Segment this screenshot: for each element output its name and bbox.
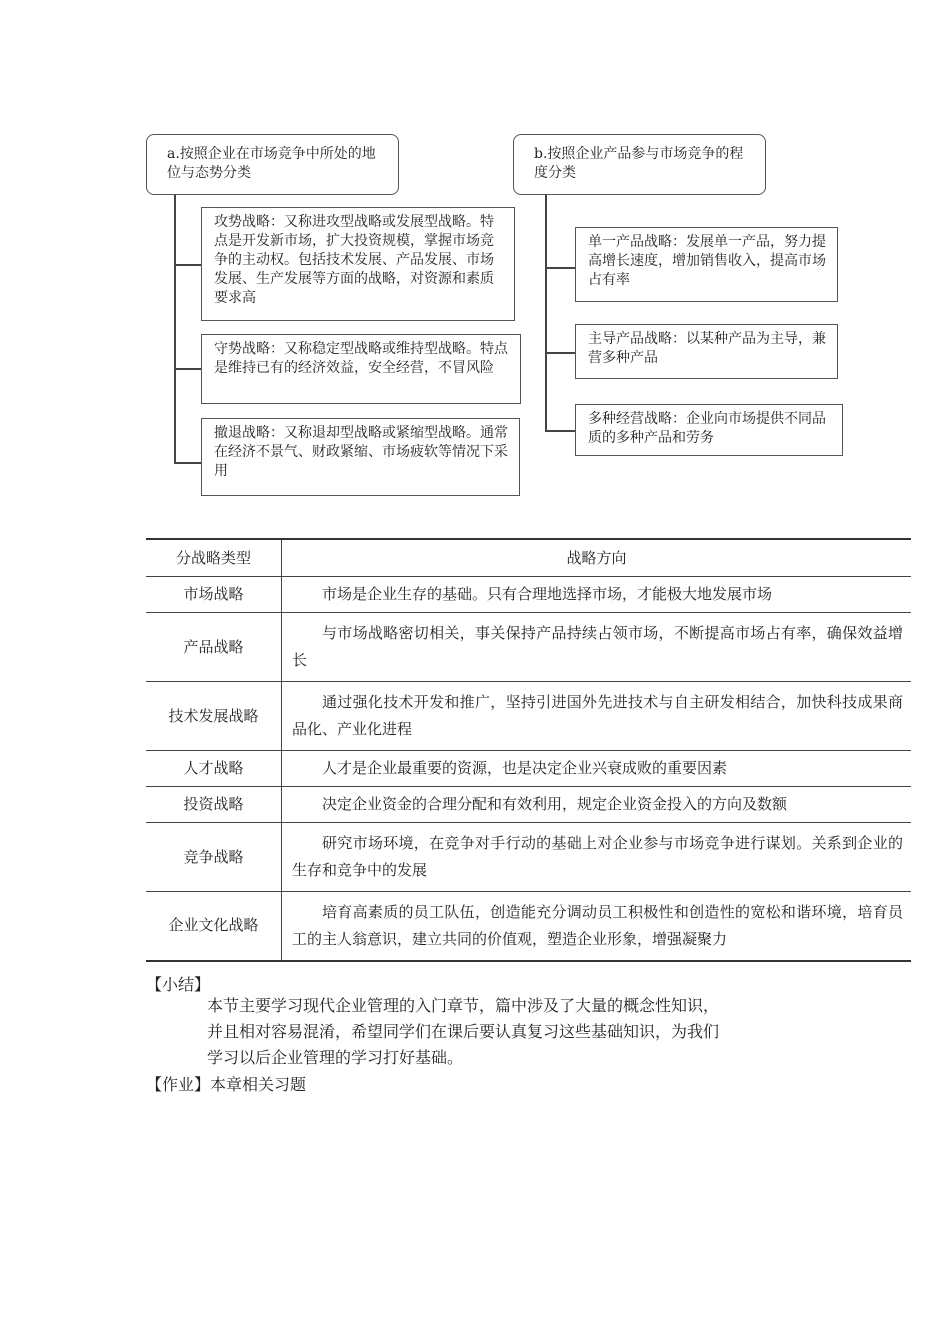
- right-item-leading-product: 主导产品战略：以某种产品为主导，兼营多种产品: [575, 324, 838, 379]
- row-type: 竞争战略: [146, 823, 282, 892]
- right-item-single-product: 单一产品战略：发展单一产品，努力提高增长速度，增加销售收入，提高市场占有率: [575, 227, 838, 302]
- table-row: [146, 787, 911, 823]
- right-branch-3: [545, 430, 575, 432]
- row-type: 人才战略: [146, 751, 282, 787]
- summary-heading: 【小结】: [146, 975, 211, 994]
- left-branch-3: [174, 462, 201, 464]
- strategy-table: [146, 538, 911, 962]
- row-type: 投资战略: [146, 787, 282, 823]
- row-type: 市场战略: [146, 577, 282, 613]
- header-type: 分战略类型: [146, 539, 282, 577]
- row-direction: 决定企业资金的合理分配和有效利用，规定企业资金投入的方向及数额: [282, 787, 912, 823]
- right-branch-1: [545, 267, 575, 269]
- table-row: [146, 892, 911, 961]
- row-type: 产品战略: [146, 613, 282, 682]
- row-type: 企业文化战略: [146, 892, 282, 961]
- row-direction: 研究市场环境，在竞争对手行动的基础上对企业参与市场竞争进行谋划。关系到企业的生存和竞争中的发展: [282, 823, 912, 892]
- table-row: [146, 823, 911, 892]
- summary-line: 学习以后企业管理的学习打好基础。: [207, 1048, 464, 1067]
- table-row: [146, 682, 911, 751]
- header-direction: 战略方向: [282, 539, 912, 577]
- summary-line: 并且相对容易混淆，希望同学们在课后要认真复习这些基础知识，为我们: [207, 1022, 720, 1041]
- left-item-offensive: 攻势战略：又称进攻型战略或发展型战略。特点是开发新市场，扩大投资规模，掌握市场竞争的主动权。包括技术发展、产品发展、市场发展、生产发展等方面的战略，对资源和素质要求高: [201, 207, 515, 321]
- row-direction: 人才是企业最重要的资源，也是决定企业兴衰成败的重要因素: [282, 751, 912, 787]
- row-direction: 与市场战略密切相关，事关保持产品持续占领市场，不断提高市场占有率，确保效益增长: [282, 613, 912, 682]
- left-item-retreat: 撤退战略：又称退却型战略或紧缩型战略。通常在经济不景气、财政紧缩、市场疲软等情况下采用: [201, 418, 520, 496]
- row-direction: 通过强化技术开发和推广，坚持引进国外先进技术与自主研发相结合，加快科技成果商品化、产业化进程: [282, 682, 912, 751]
- right-root-box: b.按照企业产品参与市场竞争的程度分类: [513, 134, 766, 195]
- right-trunk-line: [545, 195, 547, 431]
- left-trunk-line: [174, 195, 176, 463]
- right-item-diversified: 多种经营战略：企业向市场提供不同品质的多种产品和劳务: [575, 404, 843, 456]
- row-direction: 培育高素质的员工队伍，创造能充分调动员工积极性和创造性的宽松和谐环境，培育员工的主人翁意识，建立共同的价值观，塑造企业形象，增强凝聚力: [282, 892, 912, 961]
- homework-line: 【作业】本章相关习题: [146, 1075, 307, 1094]
- table-row: [146, 613, 911, 682]
- left-branch-1: [174, 264, 201, 266]
- summary-body: [207, 993, 817, 1071]
- summary-line: 本节主要学习现代企业管理的入门章节，篇中涉及了大量的概念性知识，: [207, 996, 720, 1015]
- left-root-box: a.按照企业在市场竞争中所处的地位与态势分类: [146, 134, 399, 195]
- table-row: [146, 577, 911, 613]
- row-type: 技术发展战略: [146, 682, 282, 751]
- left-branch-2: [174, 368, 201, 370]
- right-branch-2: [545, 352, 575, 354]
- table-row: [146, 751, 911, 787]
- row-direction: 市场是企业生存的基础。只有合理地选择市场，才能极大地发展市场: [282, 577, 912, 613]
- table-header-row: [146, 539, 911, 577]
- left-item-defensive: 守势战略：又称稳定型战略或维持型战略。特点是维持已有的经济效益，安全经营，不冒风险: [201, 334, 521, 404]
